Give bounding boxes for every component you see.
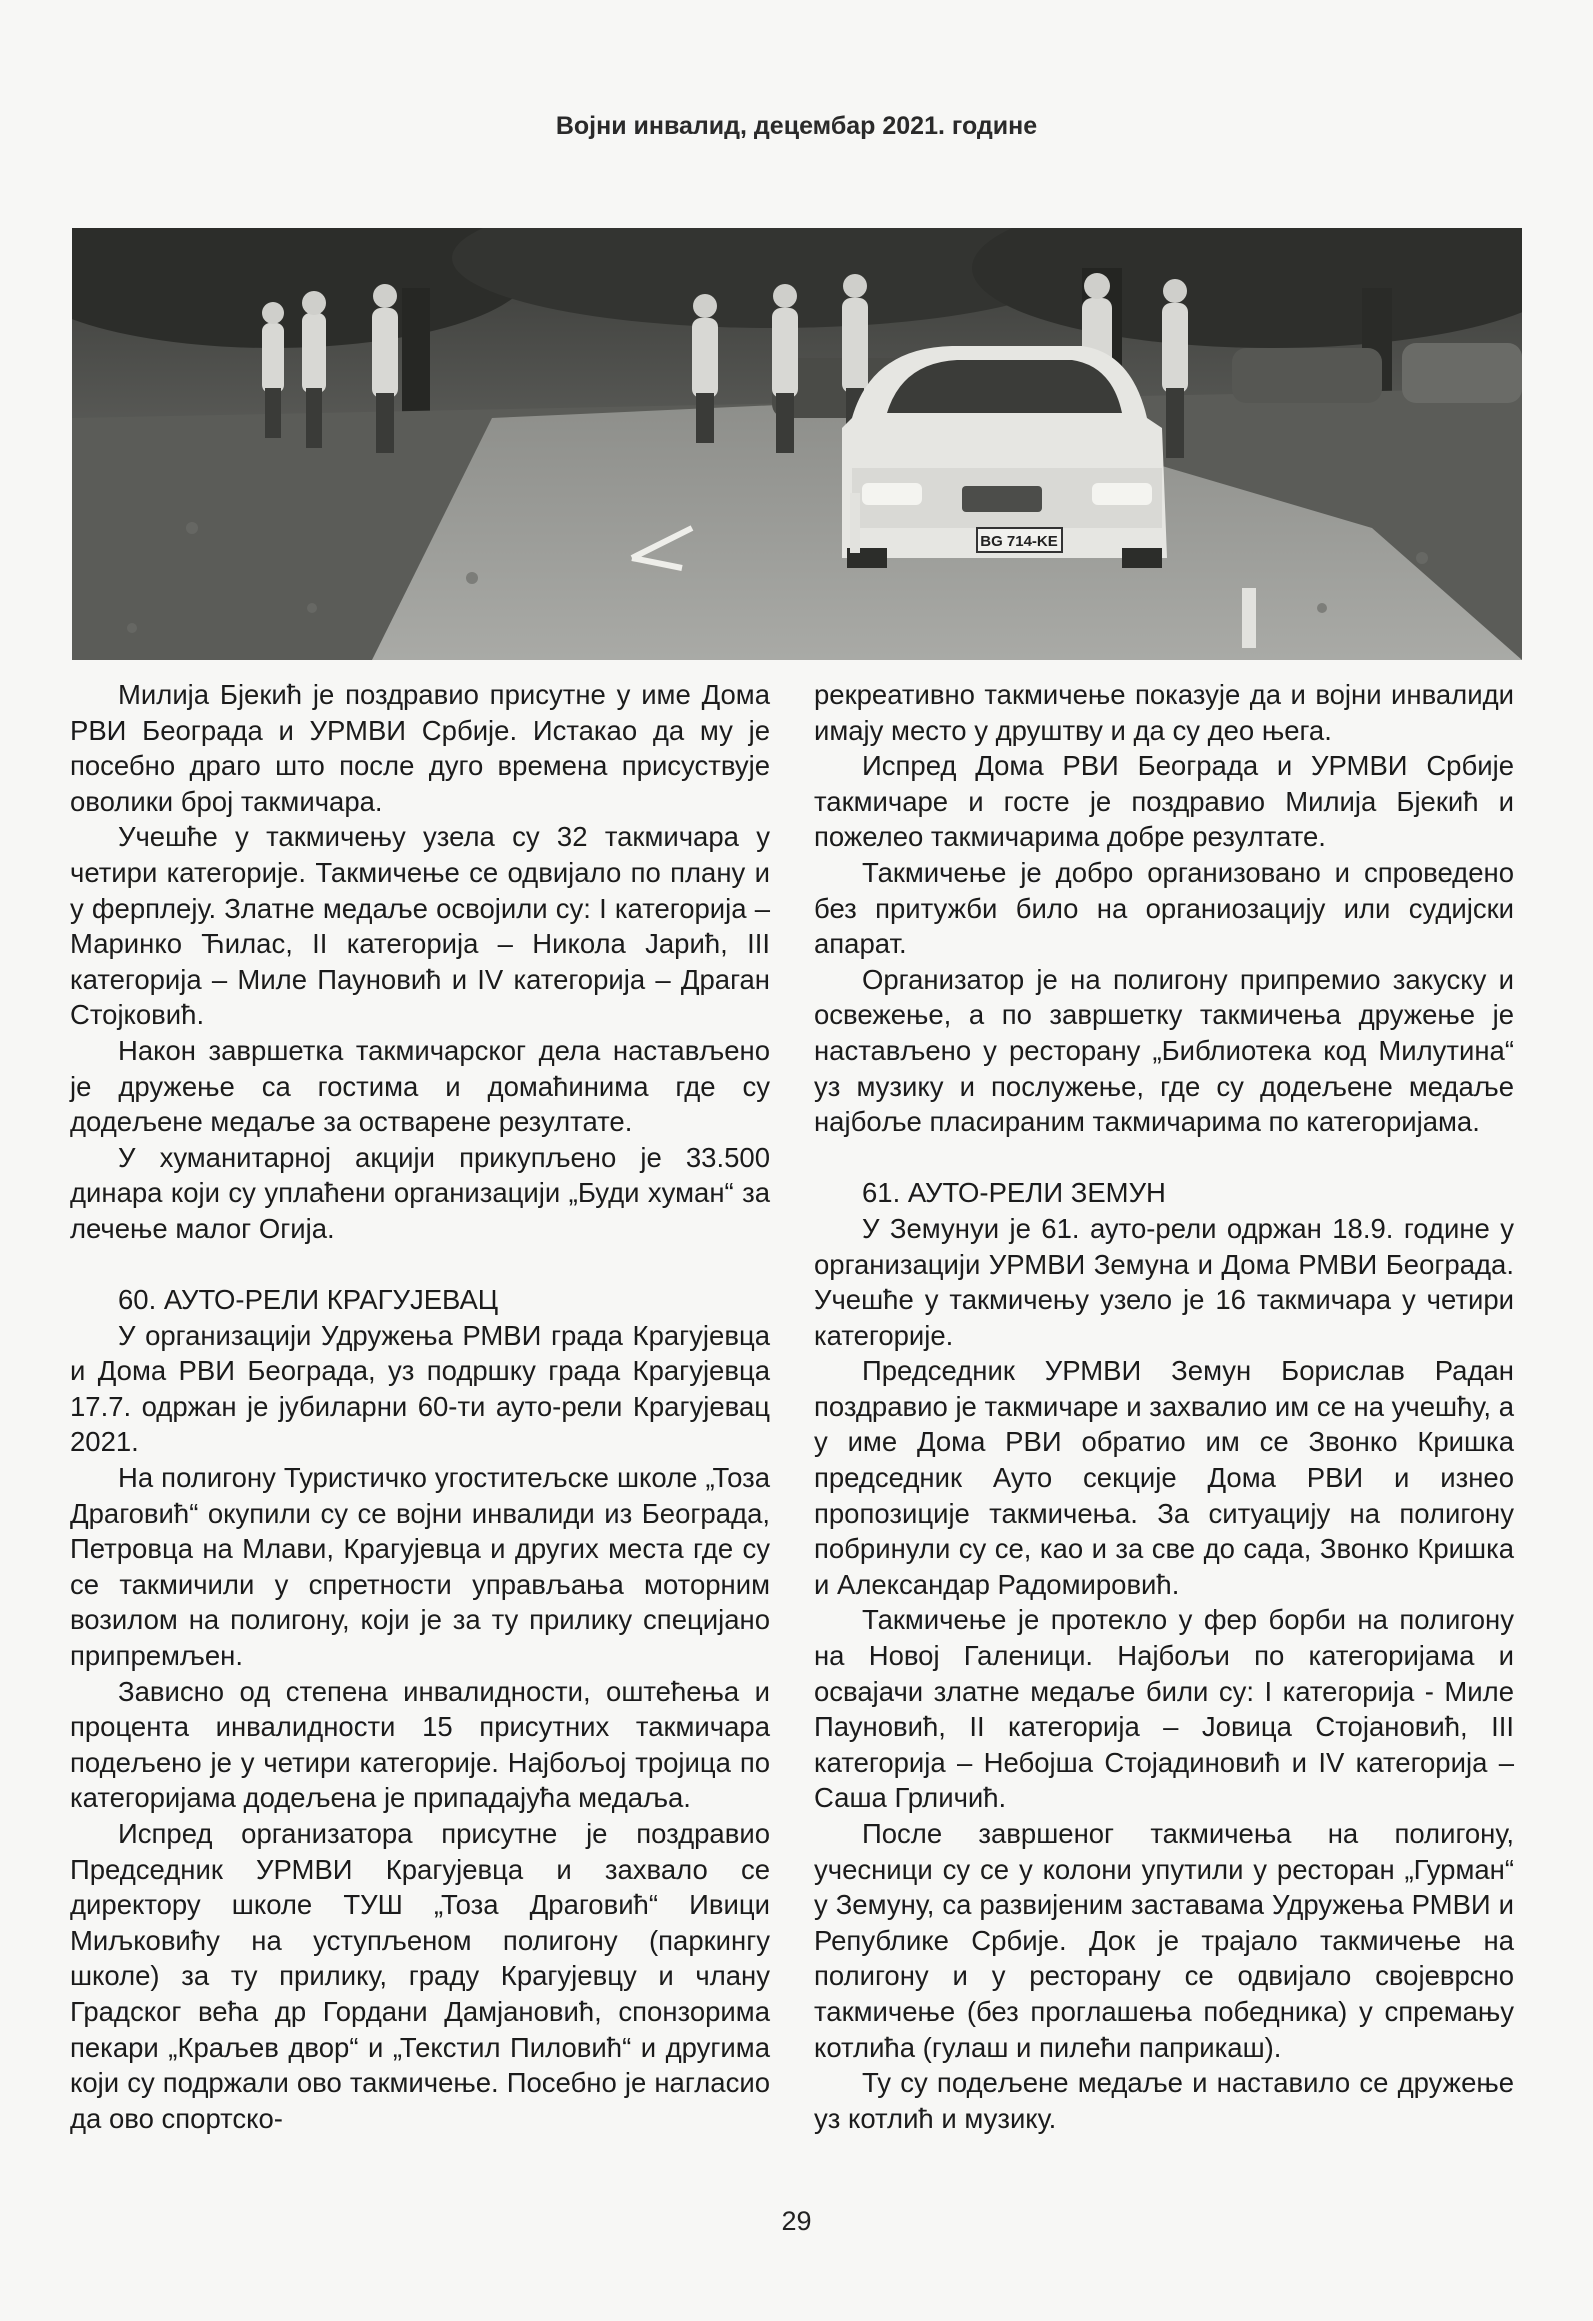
paragraph: У хуманитарној акцији прикупљено је 33.500 динара који су уплаћени организацији „Буди хуман“ за лечење малог Огија.: [70, 1141, 770, 1244]
paragraph: Испред организатора присутне је поздравио Председник УРМВИ Крагујевца и захвало се директору школе ТУШ „Тоза Драговић“ Ивици Миљковићу на уступљеном полигону (паркингу школе) за ту прилику, граду Крагујевцу и члану Градског већа др Гордани Дамјановић, спонзорима пекари „Краљев двор“ и „Текстил Пиловић“ и другима који су подржали ово такмичење. Посебно је нагласио да ово спортско-: [70, 1818, 770, 2134]
paragraph: Такмичење је добро организовано и спроведено без притужби било на органиозацију или судијски апарат.: [814, 856, 1514, 960]
spacer: [814, 1140, 1514, 1176]
page-header: Војни инвалид, децембар 2021. године: [555, 112, 1038, 140]
paragraph: После завршеног такмичења на полигону, учесници су се у колони упутили у ресторан „Гурман“ у Земуну, са развијеним заставама Удружења РМВИ и Републике Србије. Док је трајало такмичење на полигону и у ресторану се одвијало својеврсно такмичење (без проглашења победника) у спремању котлића (гулаш и пилећи паприкаш).: [814, 1818, 1514, 2063]
paragraph: Ту су подељене медаље и наставило се дружење уз котлић и музику.: [814, 2067, 1514, 2134]
section-heading: 61. АУТО-РЕЛИ ЗЕМУН: [862, 1177, 1166, 1209]
paragraph: Након завршетка такмичарског дела настављено је дружење са гостима и домаћинима где су додељене медаље за остварене резултате.: [70, 1034, 770, 1138]
event-photo: [72, 228, 1522, 660]
paragraph: Председник УРМВИ Земун Борислав Радан поздравио је такмичаре и захвалио им се на учешћу, а у име Дома РВИ обратио им се Звонко Кришка председник Ауто секције Дома РВИ и изнео пропозиције такмичења. За ситуацију на полигону побринули су се, као и за све до сада, Звонко Кришка и Александар Радомировић.: [814, 1355, 1514, 1600]
right-column: [814, 677, 1514, 2136]
paragraph: рекреативно такмичење показује да и војни инвалиди имају место у друштву и да су део њега.: [814, 679, 1514, 746]
section-heading: 60. АУТО-РЕЛИ КРАГУЈЕВАЦ: [118, 1284, 499, 1316]
paragraph: Испред Дома РВИ Београда и УРМВИ Србије такмичаре и госте је поздравио Милија Бјекић и пожелео такмичарима добре резултате.: [814, 750, 1514, 853]
paragraph: Учешће у такмичењу узела су 32 такмичара у четири категорије. Такмичење се одвијало по плану и у ферплеју. Златне медаље освојили су: I категорија – Маринко Ћилас, II категорија – Никола Јарић, III категорија – Миле Пауновић и IV категорија – Драган Стојковић.: [70, 821, 770, 1031]
spacer: [70, 1247, 770, 1283]
paragraph: На полигону Туристичко угоститељске школе „Тоза Драговић“ окупили су се војни инвалиди из Београда, Петровца на Млави, Крагујевца и других места где су се такмичили у спретности управљања моторним возилом на полигону, који је за ту прилику специјано припремљен.: [70, 1462, 770, 1672]
paragraph: Милија Бјекић је поздравио присутне у име Дома РВИ Београда и УРМВИ Србије. Истакао да му је посебно драго што после дуго времена присуствује оволики број такмичара.: [70, 679, 770, 817]
left-column: [70, 677, 770, 2136]
paragraph: Организатор је на полигону припремио закуску и освежење, а по завршетку такмичења дружење је настављено у ресторану „Библиотека код Милутина“ уз музику и послужење, где су додељене медаље најбоље пласираним такмичарима по категоријама.: [814, 963, 1514, 1138]
car: [842, 346, 1167, 568]
paragraph: Такмичење је протекло у фер борби на полигону на Новој Галеници. Најбољи по категоријама и освајачи златне медаље били су: I категорија - Миле Пауновић, II категорија – Јовица Стојановић, III категорија – Небојша Стојадиновић и IV категорија – Саша Грличић.: [814, 1604, 1514, 1814]
paragraph: У организацији Удружења РМВИ града Крагујевца и Дома РВИ Београда, уз подршку града Крагујевца 17.7. одржан је јубиларни 60-ти ауто-рели Крагујевац 2021.: [70, 1319, 770, 1458]
license-plate: BG 714-KE: [980, 533, 1058, 550]
page-number: 29: [781, 2206, 812, 2236]
paragraph: Зависно од степена инвалидности, оштећења и процента инвалидности 15 присутних такмичара подељено је у четири категорије. Најбољој тројица по категоријама додељена је припадајућа медаља.: [70, 1675, 770, 1814]
paragraph: У Земунуи је 61. ауто-рели одржан 18.9. године у организацији УРМВИ Земуна и Дома РМВИ Београда. Учешће у такмичењу узело је 16 такмичара у четири категорије.: [814, 1212, 1514, 1351]
